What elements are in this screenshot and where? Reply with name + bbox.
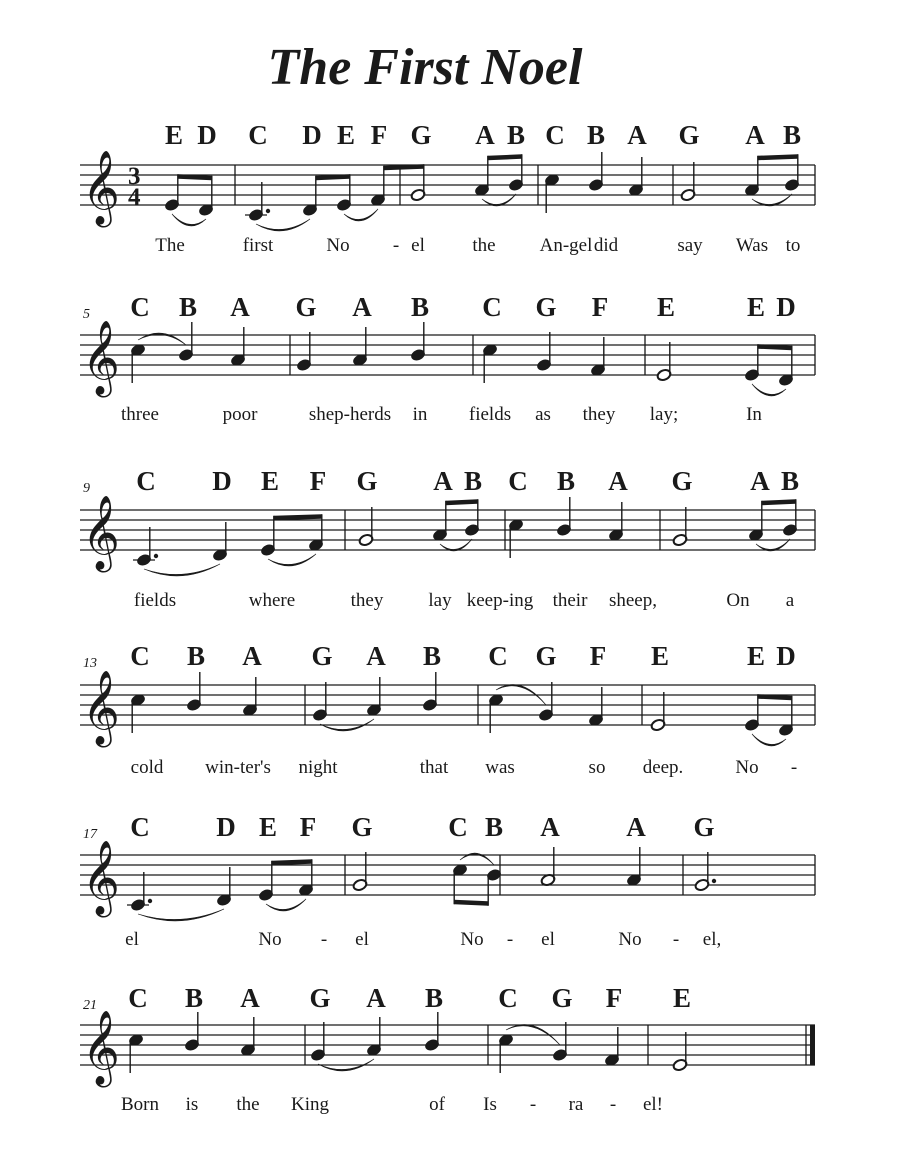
note-letter: E — [650, 641, 670, 671]
lyric-syllable: keep-ing — [466, 590, 534, 611]
note-letter: C — [130, 812, 150, 842]
lyric-syllable: King — [291, 1094, 329, 1115]
treble-clef-icon: 𝄞 — [82, 671, 120, 745]
note-letter: E — [746, 292, 766, 322]
staff-system — [80, 641, 815, 778]
note-letter: G — [671, 466, 693, 496]
lyric-syllable: did — [593, 235, 619, 256]
note-letter: G — [351, 812, 373, 842]
note-letter: C — [498, 983, 518, 1013]
note-letter: D — [216, 812, 236, 842]
note-letter: C — [130, 292, 150, 322]
note-letter: F — [309, 466, 327, 496]
time-signature-bottom: 4 — [128, 184, 141, 211]
lyric-syllable: a — [785, 590, 795, 611]
lyric-syllable: - — [392, 235, 400, 256]
lyric-syllable: el! — [642, 1094, 664, 1115]
note-letter: C — [136, 466, 156, 496]
note-letter: E — [260, 466, 280, 496]
note-letter: C — [488, 641, 508, 671]
note-letter: B — [186, 641, 206, 671]
lyric-syllable: to — [785, 235, 801, 256]
measure-number: 9 — [83, 481, 90, 496]
lyric-syllable: three — [121, 404, 159, 425]
final-bar-thick — [810, 1025, 815, 1065]
note-letter: E — [746, 641, 766, 671]
slur — [756, 539, 790, 551]
treble-clef-icon: 𝄞 — [82, 151, 120, 225]
note-letter: F — [591, 292, 609, 322]
note-letter: B — [586, 120, 606, 150]
note-letter: C — [248, 120, 268, 150]
lyric-syllable: An-gel — [539, 235, 593, 256]
note-letter: C — [482, 292, 502, 322]
lyric-syllable: was — [485, 757, 515, 778]
lyric-syllable: first — [242, 235, 274, 256]
note-letter: G — [295, 292, 317, 322]
lyric-syllable: No — [326, 235, 350, 256]
measure-number: 5 — [83, 307, 90, 322]
dot — [154, 554, 158, 558]
note-letter: C — [448, 812, 468, 842]
time-signature-top: 3 — [128, 163, 141, 190]
lyric-syllable: in — [412, 404, 428, 425]
lyric-syllable: lay — [428, 590, 452, 611]
note-letter: G — [551, 983, 573, 1013]
lyric-syllable: sheep, — [608, 590, 658, 611]
slur — [482, 194, 516, 206]
note-letter: G — [356, 466, 378, 496]
lyric-syllable: el, — [702, 929, 722, 950]
lyric-syllable: el — [125, 929, 139, 950]
lyric-syllable: their — [552, 590, 588, 611]
note-letter: G — [678, 120, 700, 150]
note-letter: A — [352, 292, 372, 322]
lyric-syllable: as — [535, 404, 551, 425]
note-letter: D — [302, 120, 322, 150]
lyric-syllable: No — [460, 929, 484, 950]
note-letter: F — [589, 641, 607, 671]
note-letter: D — [776, 641, 796, 671]
lyric-syllable: deep. — [642, 757, 684, 778]
lyric-syllable: that — [419, 757, 449, 778]
lyric-syllable: Is — [483, 1094, 497, 1115]
lyric-syllable: they — [350, 590, 384, 611]
note-letter: E — [656, 292, 676, 322]
lyric-syllable: win-ter's — [205, 757, 271, 778]
lyric-syllable: - — [529, 1094, 537, 1115]
beam — [454, 900, 488, 906]
slur — [344, 209, 378, 221]
slur — [752, 734, 786, 746]
beam — [274, 514, 322, 520]
slur — [144, 564, 220, 576]
lyric-syllable: el — [411, 235, 425, 256]
note-letter: G — [535, 292, 557, 322]
lyric-syllable: ra — [568, 1094, 584, 1115]
note-letter: A — [240, 983, 260, 1013]
slur — [256, 219, 310, 231]
note-letter: B — [506, 120, 526, 150]
beam — [758, 154, 798, 160]
beam — [488, 154, 522, 160]
staff-system — [80, 466, 815, 611]
lyric-syllable: - — [790, 757, 798, 778]
lyric-syllable: No — [258, 929, 282, 950]
lyric-syllable: the — [236, 1094, 260, 1115]
lyric-syllable: night — [298, 757, 338, 778]
note-letter: B — [484, 812, 504, 842]
note-letter: F — [299, 812, 317, 842]
note-letter: E — [336, 120, 356, 150]
note-letter: B — [424, 983, 444, 1013]
note-letter: E — [164, 120, 184, 150]
slur — [138, 909, 224, 921]
note-letter: A — [230, 292, 250, 322]
lyric-syllable: - — [672, 929, 680, 950]
note-letter: C — [508, 466, 528, 496]
note-letter: D — [197, 120, 217, 150]
lyric-syllable: say — [677, 235, 703, 256]
lyric-syllable: el — [355, 929, 369, 950]
measure-number: 17 — [83, 827, 97, 842]
slur — [440, 539, 472, 551]
note-letter: B — [184, 983, 204, 1013]
lyric-syllable: they — [582, 404, 616, 425]
note-letter: A — [242, 641, 262, 671]
treble-clef-icon: 𝄞 — [82, 496, 120, 570]
note-letter: B — [178, 292, 198, 322]
treble-clef-icon: 𝄞 — [82, 321, 120, 395]
note-letter: A — [366, 641, 386, 671]
lyric-syllable: poor — [222, 404, 258, 425]
note-letter: A — [750, 466, 770, 496]
beam — [272, 859, 312, 865]
treble-clef-icon: 𝄞 — [82, 841, 120, 915]
note-letter: A — [626, 812, 646, 842]
slur — [172, 214, 206, 226]
note-letter: G — [535, 641, 557, 671]
slur — [752, 194, 792, 206]
treble-clef-icon: 𝄞 — [82, 1011, 120, 1085]
staff-system — [80, 120, 815, 256]
staff-system — [80, 983, 815, 1115]
staff-system — [80, 812, 815, 950]
note-letter: B — [780, 466, 800, 496]
note-letter: B — [556, 466, 576, 496]
note-letter: B — [782, 120, 802, 150]
beam — [446, 499, 478, 505]
note-letter: A — [627, 120, 647, 150]
dot — [266, 209, 270, 213]
measure-number: 13 — [83, 656, 97, 671]
note-letter: B — [463, 466, 483, 496]
lyric-syllable: On — [726, 590, 750, 611]
note-letter: A — [540, 812, 560, 842]
note-letter: A — [745, 120, 765, 150]
note-letter: E — [258, 812, 278, 842]
note-letter: A — [433, 466, 453, 496]
measure-number: 21 — [83, 998, 97, 1013]
song-title: The First Noel — [267, 39, 583, 96]
note-letter: G — [311, 641, 333, 671]
note-letter: G — [410, 120, 432, 150]
note-letter: C — [128, 983, 148, 1013]
lyric-syllable: the — [472, 235, 496, 256]
slur — [266, 899, 306, 911]
lyric-syllable: cold — [130, 757, 164, 778]
lyric-syllable: shep-herds — [308, 404, 392, 425]
dot — [712, 879, 716, 883]
note-letter: D — [212, 466, 232, 496]
lyric-syllable: so — [588, 757, 606, 778]
lyric-syllable: Born — [121, 1094, 159, 1115]
slur — [268, 554, 316, 566]
note-letter: A — [366, 983, 386, 1013]
note-letter: F — [370, 120, 388, 150]
lyric-syllable: - — [506, 929, 514, 950]
note-letter: C — [545, 120, 565, 150]
note-letter: D — [776, 292, 796, 322]
note-letter: G — [693, 812, 715, 842]
note-letter: F — [605, 983, 623, 1013]
note-letter: E — [672, 983, 692, 1013]
lyric-syllable: el — [541, 929, 555, 950]
note-letter: C — [130, 641, 150, 671]
lyric-syllable: fields — [133, 590, 177, 611]
lyric-syllable: Was — [735, 235, 769, 256]
note-letter: B — [422, 641, 442, 671]
lyric-syllable: No — [618, 929, 642, 950]
lyric-syllable: is — [185, 1094, 199, 1115]
lyric-syllable: where — [248, 590, 296, 611]
dot — [148, 899, 152, 903]
note-letter: A — [475, 120, 495, 150]
note-letter: B — [410, 292, 430, 322]
lyric-syllable: - — [320, 929, 328, 950]
lyric-syllable: - — [609, 1094, 617, 1115]
lyric-syllable: The — [155, 235, 185, 256]
lyric-syllable: In — [746, 404, 762, 425]
lyric-syllable: of — [429, 1094, 445, 1115]
note-letter: A — [608, 466, 628, 496]
lyric-syllable: No — [735, 757, 759, 778]
lyric-syllable: lay; — [649, 404, 679, 425]
lyric-syllable: fields — [468, 404, 512, 425]
staff-system — [80, 292, 815, 425]
note-letter: G — [309, 983, 331, 1013]
beam — [762, 499, 796, 505]
slur — [752, 384, 786, 396]
